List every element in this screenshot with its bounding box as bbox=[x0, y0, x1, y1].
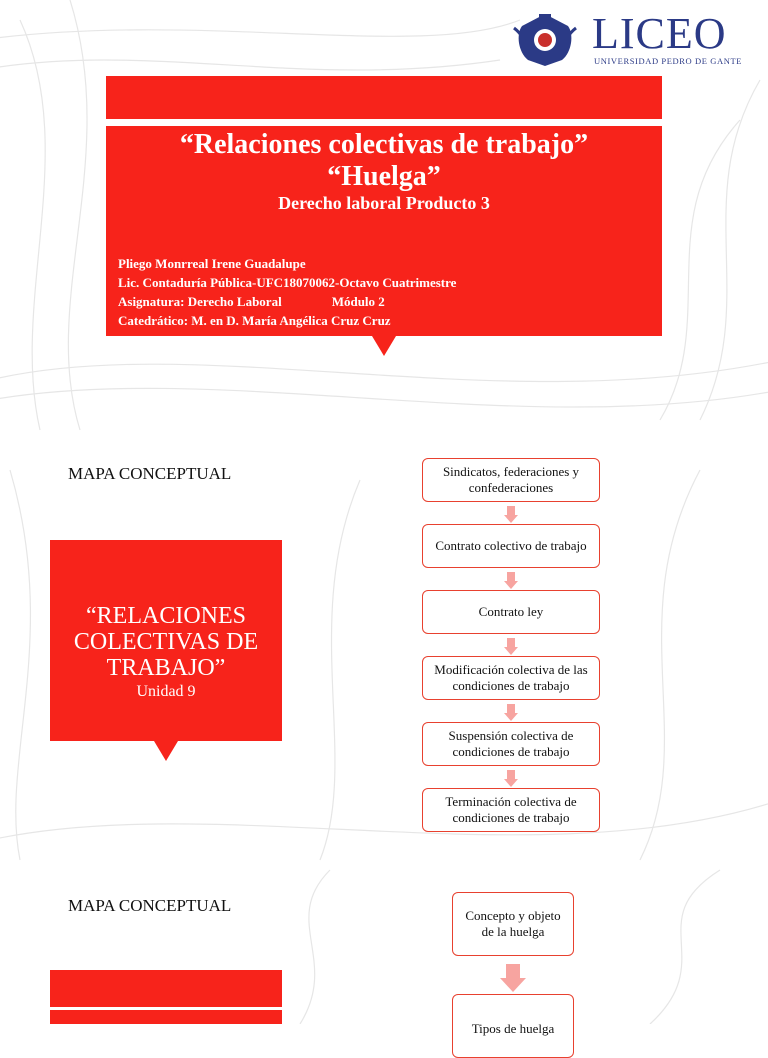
section-title-box bbox=[50, 577, 282, 741]
flow2-step-2-label: Tipos de huelga bbox=[471, 1021, 555, 1036]
section-label-2: MAPA CONCEPTUAL bbox=[68, 896, 232, 915]
flow2-arrow-1 bbox=[500, 964, 526, 992]
cover-subtitle: Derecho laboral Producto 3 bbox=[278, 193, 490, 213]
section-title: “RELACIONES COLECTIVAS DE TRABAJO” bbox=[73, 603, 259, 681]
section-unit: Unidad 9 bbox=[136, 683, 196, 700]
flow-step-2: Contrato colectivo de trabajo bbox=[422, 524, 600, 568]
title-strip bbox=[106, 76, 662, 119]
liceo-logo bbox=[512, 8, 758, 70]
flow-step-5: Suspensión colectiva de condiciones de trabajo bbox=[422, 722, 600, 766]
flow-step-4: Modificación colectiva de las condiciones de trabajo bbox=[422, 656, 600, 700]
teacher-line: Catedrático: M. en D. María Angélica Cruz Cruz bbox=[118, 313, 391, 328]
university-name: UNIVERSIDAD PEDRO DE GANTE bbox=[594, 56, 743, 66]
cover-info bbox=[118, 254, 456, 330]
cover-slide bbox=[0, 0, 768, 420]
section-label: MAPA CONCEPTUAL bbox=[68, 464, 232, 483]
flow-arrow-4 bbox=[504, 704, 518, 721]
cover-title-box bbox=[106, 126, 662, 336]
flow-step-6: Terminación colectiva de condiciones de trabajo bbox=[422, 788, 600, 832]
section-strip-2 bbox=[50, 970, 282, 1007]
concept-map-slide-1 bbox=[0, 432, 768, 862]
eagle-seal-icon bbox=[512, 8, 578, 70]
module: Módulo 2 bbox=[331, 294, 385, 309]
flow-arrow-5 bbox=[504, 770, 518, 787]
flow-arrow-1 bbox=[504, 506, 518, 523]
section-pointer bbox=[154, 741, 178, 761]
section-title-box-2 bbox=[50, 1010, 282, 1024]
flow-step-1: Sindicatos, federaciones y confederaciones bbox=[422, 458, 600, 502]
student-name: Pliego Monrreal Irene Guadalupe bbox=[118, 256, 306, 271]
flow-step-3: Contrato ley bbox=[422, 590, 600, 634]
flow-arrow-3 bbox=[504, 638, 518, 655]
section-strip bbox=[50, 540, 282, 577]
flow2-step-1: Concepto y objeto de la huelga bbox=[452, 892, 574, 956]
liceo-wordmark: LICEO bbox=[592, 9, 727, 58]
cover-title-line2: “Huelga” bbox=[327, 161, 441, 192]
cover-pointer bbox=[372, 336, 396, 356]
subject: Asignatura: Derecho Laboral bbox=[118, 294, 282, 309]
concept-map-slide-2 bbox=[0, 866, 768, 1036]
flow-arrow-2 bbox=[504, 572, 518, 589]
subject-line bbox=[118, 292, 456, 311]
program-line: Lic. Contaduría Pública-UFC18070062-Octavo Cuatrimestre bbox=[118, 275, 457, 290]
cover-title-line1: “Relaciones colectivas de trabajo” bbox=[179, 129, 589, 160]
flow2-step-2 bbox=[452, 994, 574, 1058]
